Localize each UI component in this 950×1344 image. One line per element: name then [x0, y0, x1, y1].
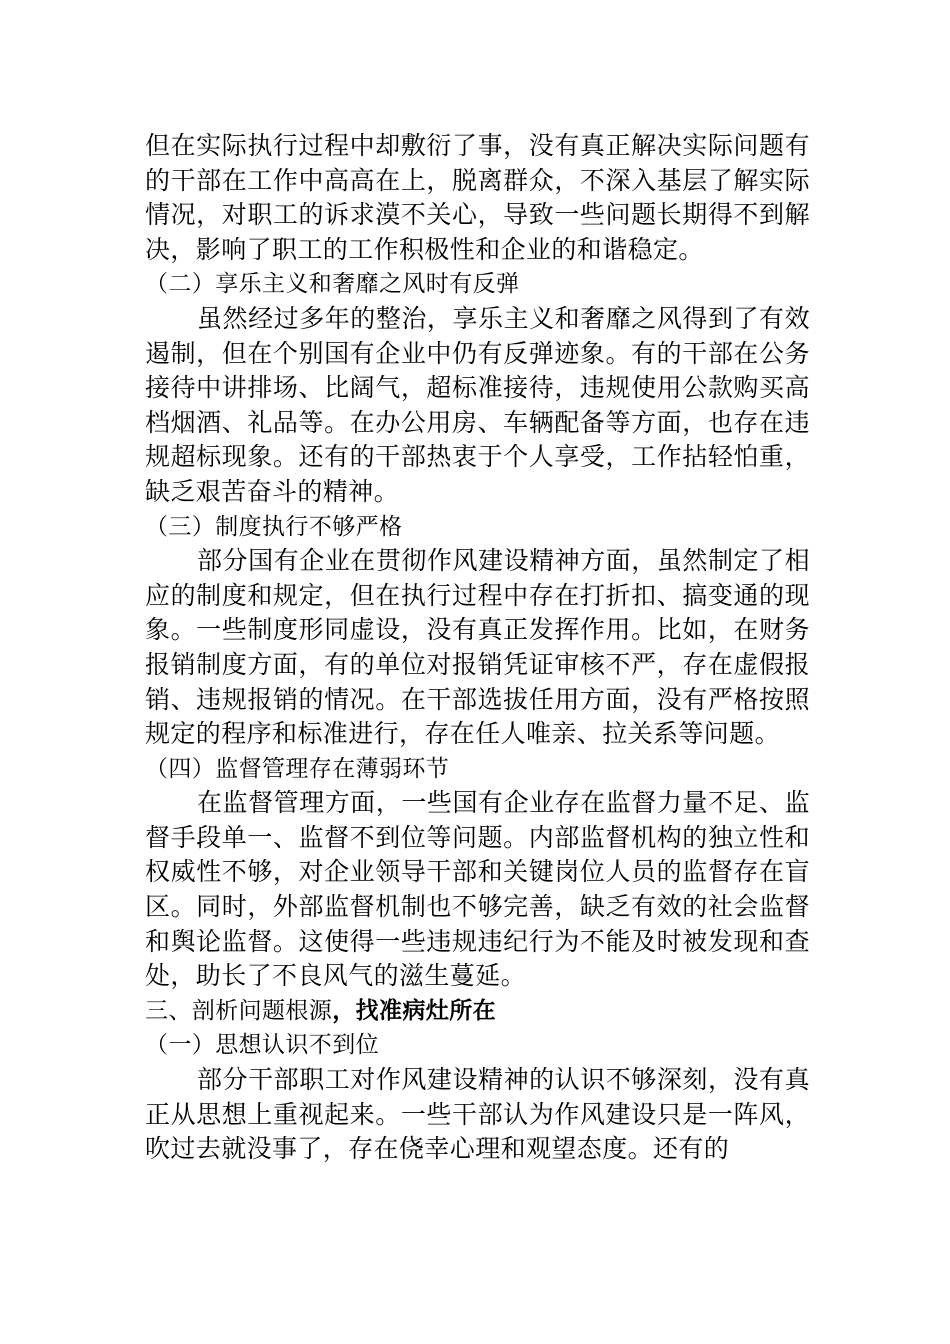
chapter-heading-3-subtitle: ，找准病灶所在	[332, 997, 497, 1024]
paragraph-2: 虽然经过多年的整治，享乐主义和奢靡之风得到了有效遏制，但在个别国有企业中仍有反弹迹象。有的干部在公务接待中讲排场、比阔气，超标准接待，违规使用公款购买高档烟酒、礼品等。在办公用房、车辆配备等方面，也存在违规超标现象。还有的干部热衷于个人享受，工作拈轻怕重，缺乏艰苦奋斗的精神。	[145, 303, 810, 506]
chapter-heading-3	[145, 994, 810, 1029]
paragraph-intro: 但在实际执行过程中却敷衍了事，没有真正解决实际问题有的干部在工作中高高在上，脱离群众，不深入基层了解实际情况，对职工的诉求漠不关心，导致一些问题长期得不到解决，影响了职工的工作积极性和企业的和谐稳定。	[145, 131, 810, 264]
section-heading-3: （三）制度执行不够严格	[145, 513, 403, 540]
section-heading-1: （一）思想认识不到位	[145, 1032, 379, 1059]
document-body	[145, 129, 810, 1167]
chapter-heading-3-title: 三、剖析问题根源	[145, 997, 333, 1024]
paragraph-5: 部分干部职工对作风建设精神的认识不够深刻，没有真正从思想上重视起来。一些干部认为作风建设只是一阵风，吹过去就没事了，存在侥幸心理和观望态度。还有的	[145, 1065, 810, 1164]
section-heading-2: （二）享乐主义和奢靡之风时有反弹	[145, 271, 520, 298]
paragraph-4: 在监督管理方面，一些国有企业存在监督力量不足、监督手段单一、监督不到位等问题。内部监督机构的独立性和权威性不够，对企业领导干部和关键岗位人员的监督存在盲区。同时，外部监督机制也不够完善，缺乏有效的社会监督和舆论监督。这使得一些违规违纪行为不能及时被发现和查处，助长了不良风气的滋生蔓延。	[145, 788, 810, 991]
paragraph-3: 部分国有企业在贯彻作风建设精神方面，虽然制定了相应的制度和规定，但在执行过程中存在打折扣、搞变通的现象。一些制度形同虚设，没有真正发挥作用。比如，在财务报销制度方面，有的单位对报销凭证审核不严，存在虚假报销、违规报销的情况。在干部选拔任用方面，没有严格按照规定的程序和标准进行，存在任人唯亲、拉关系等问题。	[145, 546, 810, 749]
section-heading-4: （四）监督管理存在薄弱环节	[145, 755, 450, 782]
